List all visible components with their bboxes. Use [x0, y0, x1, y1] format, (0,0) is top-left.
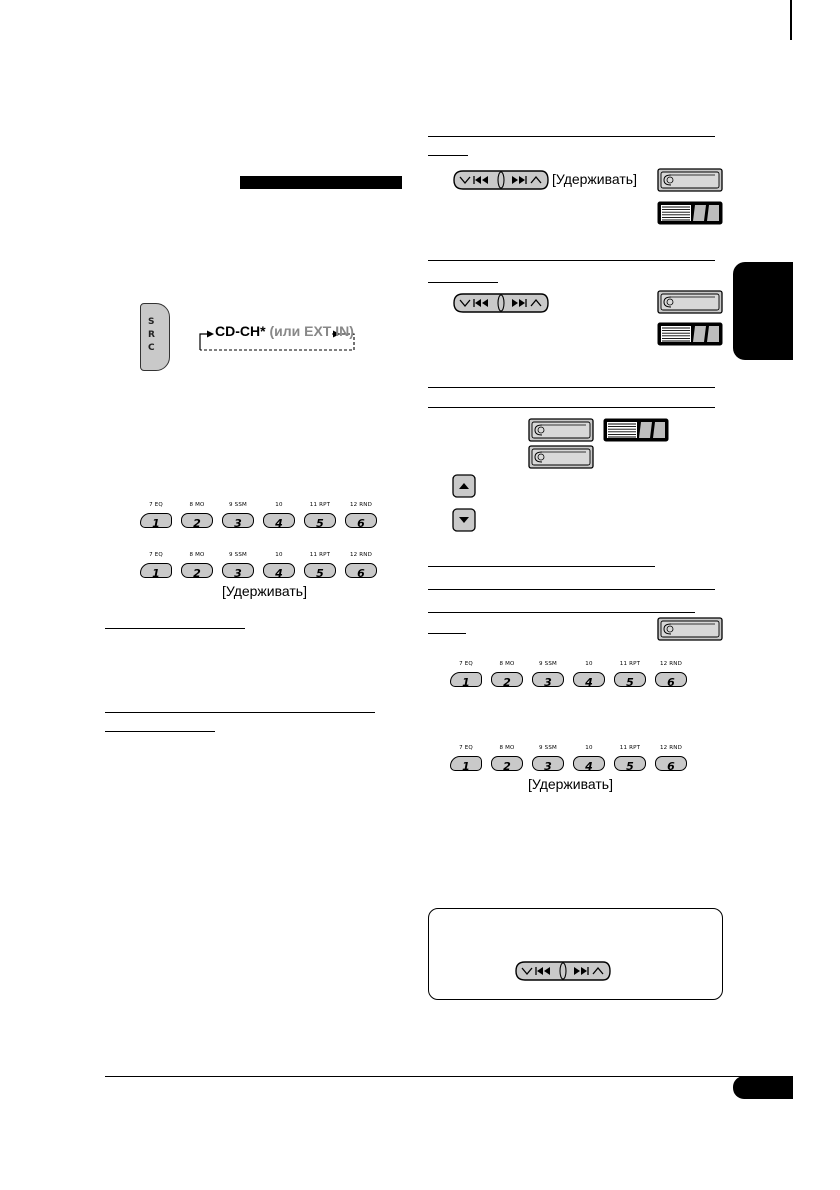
- heading-underline-right-1: [428, 136, 715, 137]
- page-number-tab: [733, 1076, 793, 1099]
- heading-underline-right-4: [428, 566, 655, 567]
- preset-number: 6: [667, 676, 675, 689]
- heading-underline-right-4c: [428, 612, 695, 613]
- preset-label: 8 MO: [189, 552, 205, 558]
- display-window-1: [657, 201, 723, 230]
- preset-label: 7 EQ: [459, 661, 473, 667]
- display-window-icon: [603, 418, 669, 442]
- preset-number: 6: [357, 567, 365, 580]
- heading-underline-right-2b: [428, 282, 498, 283]
- preset-number: 1: [462, 760, 470, 773]
- preset-number: 6: [667, 760, 675, 773]
- preset-label: 8 MO: [499, 661, 515, 667]
- disc-slot-icon: [657, 290, 723, 314]
- preset-button-6[interactable]: [655, 756, 687, 771]
- preset-number: 5: [316, 567, 324, 580]
- preset-button-4[interactable]: [263, 563, 295, 578]
- preset-label: 11 RPT: [619, 745, 641, 751]
- preset-button-3[interactable]: [222, 563, 254, 578]
- preset-number: 2: [503, 760, 511, 773]
- preset-label: 10: [585, 661, 593, 667]
- preset-button-2[interactable]: [491, 756, 523, 771]
- preset-button-1[interactable]: [450, 756, 482, 771]
- preset-label: 9 SSM: [539, 745, 557, 751]
- hold-label-right-1: [Удерживать]: [552, 171, 637, 187]
- cd-ch-text: CD-CH*: [215, 323, 266, 339]
- preset-label: 7 EQ: [149, 552, 163, 558]
- preset-number: 5: [626, 760, 634, 773]
- heading-underline-right-1b: [428, 155, 468, 156]
- preset-button-4[interactable]: [263, 513, 295, 528]
- preset-label: 11 RPT: [309, 552, 331, 558]
- preset-number: 1: [462, 676, 470, 689]
- src-letter-c: C: [148, 343, 155, 353]
- preset-number: 5: [316, 517, 324, 530]
- display-window-icon: [657, 201, 723, 225]
- preset-button-3[interactable]: [222, 513, 254, 528]
- preset-number: 6: [357, 517, 365, 530]
- preset-label: 7 EQ: [459, 745, 473, 751]
- heading-underline-left-2: [105, 712, 375, 713]
- disc-slot-icon: [528, 418, 594, 442]
- preset-button-6[interactable]: [345, 513, 377, 528]
- heading-underline-right-3b: [428, 407, 715, 408]
- preset-label: 8 MO: [499, 745, 515, 751]
- disc-window-4: [528, 445, 594, 474]
- disc-window-3: [528, 418, 594, 447]
- preset-label: 10: [275, 552, 283, 558]
- preset-row-left-2: [140, 552, 385, 586]
- heading-underline-left-3: [105, 731, 215, 732]
- preset-button-4[interactable]: [573, 672, 605, 687]
- preset-label: 12 RND: [349, 502, 373, 508]
- preset-number: 4: [585, 676, 593, 689]
- preset-row-right-1: [450, 661, 695, 695]
- preset-number: 2: [193, 567, 201, 580]
- section-title-bar: [240, 176, 402, 189]
- preset-number: 3: [544, 760, 552, 773]
- skip-rocker-2[interactable]: [452, 292, 550, 319]
- preset-number: 1: [152, 567, 160, 580]
- disc-slot-icon: [528, 445, 594, 469]
- skip-rocker-1[interactable]: [452, 169, 550, 196]
- src-letters: [148, 316, 155, 355]
- preset-row-left-1: [140, 502, 385, 536]
- preset-number: 3: [544, 676, 552, 689]
- preset-button-4[interactable]: [573, 756, 605, 771]
- preset-number: 4: [585, 760, 593, 773]
- language-side-tab: [733, 262, 793, 360]
- preset-label: 8 MO: [189, 502, 205, 508]
- up-arrow-icon: [452, 474, 476, 498]
- preset-button-2[interactable]: [491, 672, 523, 687]
- footer-rule: [105, 1076, 793, 1077]
- disc-window-1: [657, 168, 723, 197]
- preset-number: 1: [152, 517, 160, 530]
- preset-button-6[interactable]: [345, 563, 377, 578]
- preset-label: 7 EQ: [149, 502, 163, 508]
- ext-in-text: (или EXT IN): [269, 323, 354, 339]
- src-button[interactable]: [140, 303, 170, 371]
- up-arrow-button[interactable]: [452, 474, 476, 503]
- preset-label: 12 RND: [659, 661, 683, 667]
- heading-underline-left-1: [105, 628, 245, 629]
- preset-button-3[interactable]: [532, 672, 564, 687]
- disc-window-2: [657, 290, 723, 319]
- heading-underline-right-3: [428, 387, 715, 388]
- preset-number: 5: [626, 676, 634, 689]
- skip-rocker-icon: [514, 960, 612, 982]
- preset-button-1[interactable]: [140, 513, 172, 528]
- display-window-3: [603, 418, 669, 447]
- disc-window-5: [657, 617, 723, 646]
- top-margin-line: [790, 0, 792, 40]
- preset-number: 3: [234, 567, 242, 580]
- preset-button-1[interactable]: [450, 672, 482, 687]
- preset-button-2[interactable]: [181, 513, 213, 528]
- preset-button-3[interactable]: [532, 756, 564, 771]
- skip-rocker-3[interactable]: [514, 960, 612, 987]
- preset-label: 12 RND: [659, 745, 683, 751]
- preset-button-2[interactable]: [181, 563, 213, 578]
- preset-label: 10: [585, 745, 593, 751]
- preset-button-1[interactable]: [140, 563, 172, 578]
- preset-label: 9 SSM: [229, 502, 247, 508]
- preset-button-5[interactable]: [304, 513, 336, 528]
- skip-rocker-icon: [452, 292, 550, 314]
- preset-number: 4: [275, 567, 283, 580]
- preset-label: 9 SSM: [229, 552, 247, 558]
- hold-label-left: [Удерживать]: [222, 583, 307, 599]
- preset-button-5[interactable]: [614, 756, 646, 771]
- heading-underline-right-4b: [428, 589, 715, 590]
- down-arrow-icon: [452, 508, 476, 532]
- preset-label: 9 SSM: [539, 661, 557, 667]
- skip-rocker-icon: [452, 169, 550, 191]
- cd-changer-label: [215, 323, 354, 339]
- preset-label: 12 RND: [349, 552, 373, 558]
- display-window-icon: [657, 322, 723, 346]
- preset-label: 10: [275, 502, 283, 508]
- preset-row-right-2: [450, 745, 695, 779]
- disc-slot-icon: [657, 617, 723, 641]
- preset-number: 2: [503, 676, 511, 689]
- preset-button-5[interactable]: [614, 672, 646, 687]
- hold-label-right-2: [Удерживать]: [528, 776, 613, 792]
- preset-label: 11 RPT: [309, 502, 331, 508]
- preset-button-5[interactable]: [304, 563, 336, 578]
- display-window-2: [657, 322, 723, 351]
- heading-underline-right-2: [428, 260, 715, 261]
- preset-number: 2: [193, 517, 201, 530]
- src-letter-r: R: [148, 330, 155, 340]
- preset-number: 4: [275, 517, 283, 530]
- preset-number: 3: [234, 517, 242, 530]
- preset-label: 11 RPT: [619, 661, 641, 667]
- disc-slot-icon: [657, 168, 723, 192]
- src-letter-s: S: [148, 317, 155, 327]
- down-arrow-button[interactable]: [452, 508, 476, 537]
- heading-underline-right-4d: [428, 633, 466, 634]
- preset-button-6[interactable]: [655, 672, 687, 687]
